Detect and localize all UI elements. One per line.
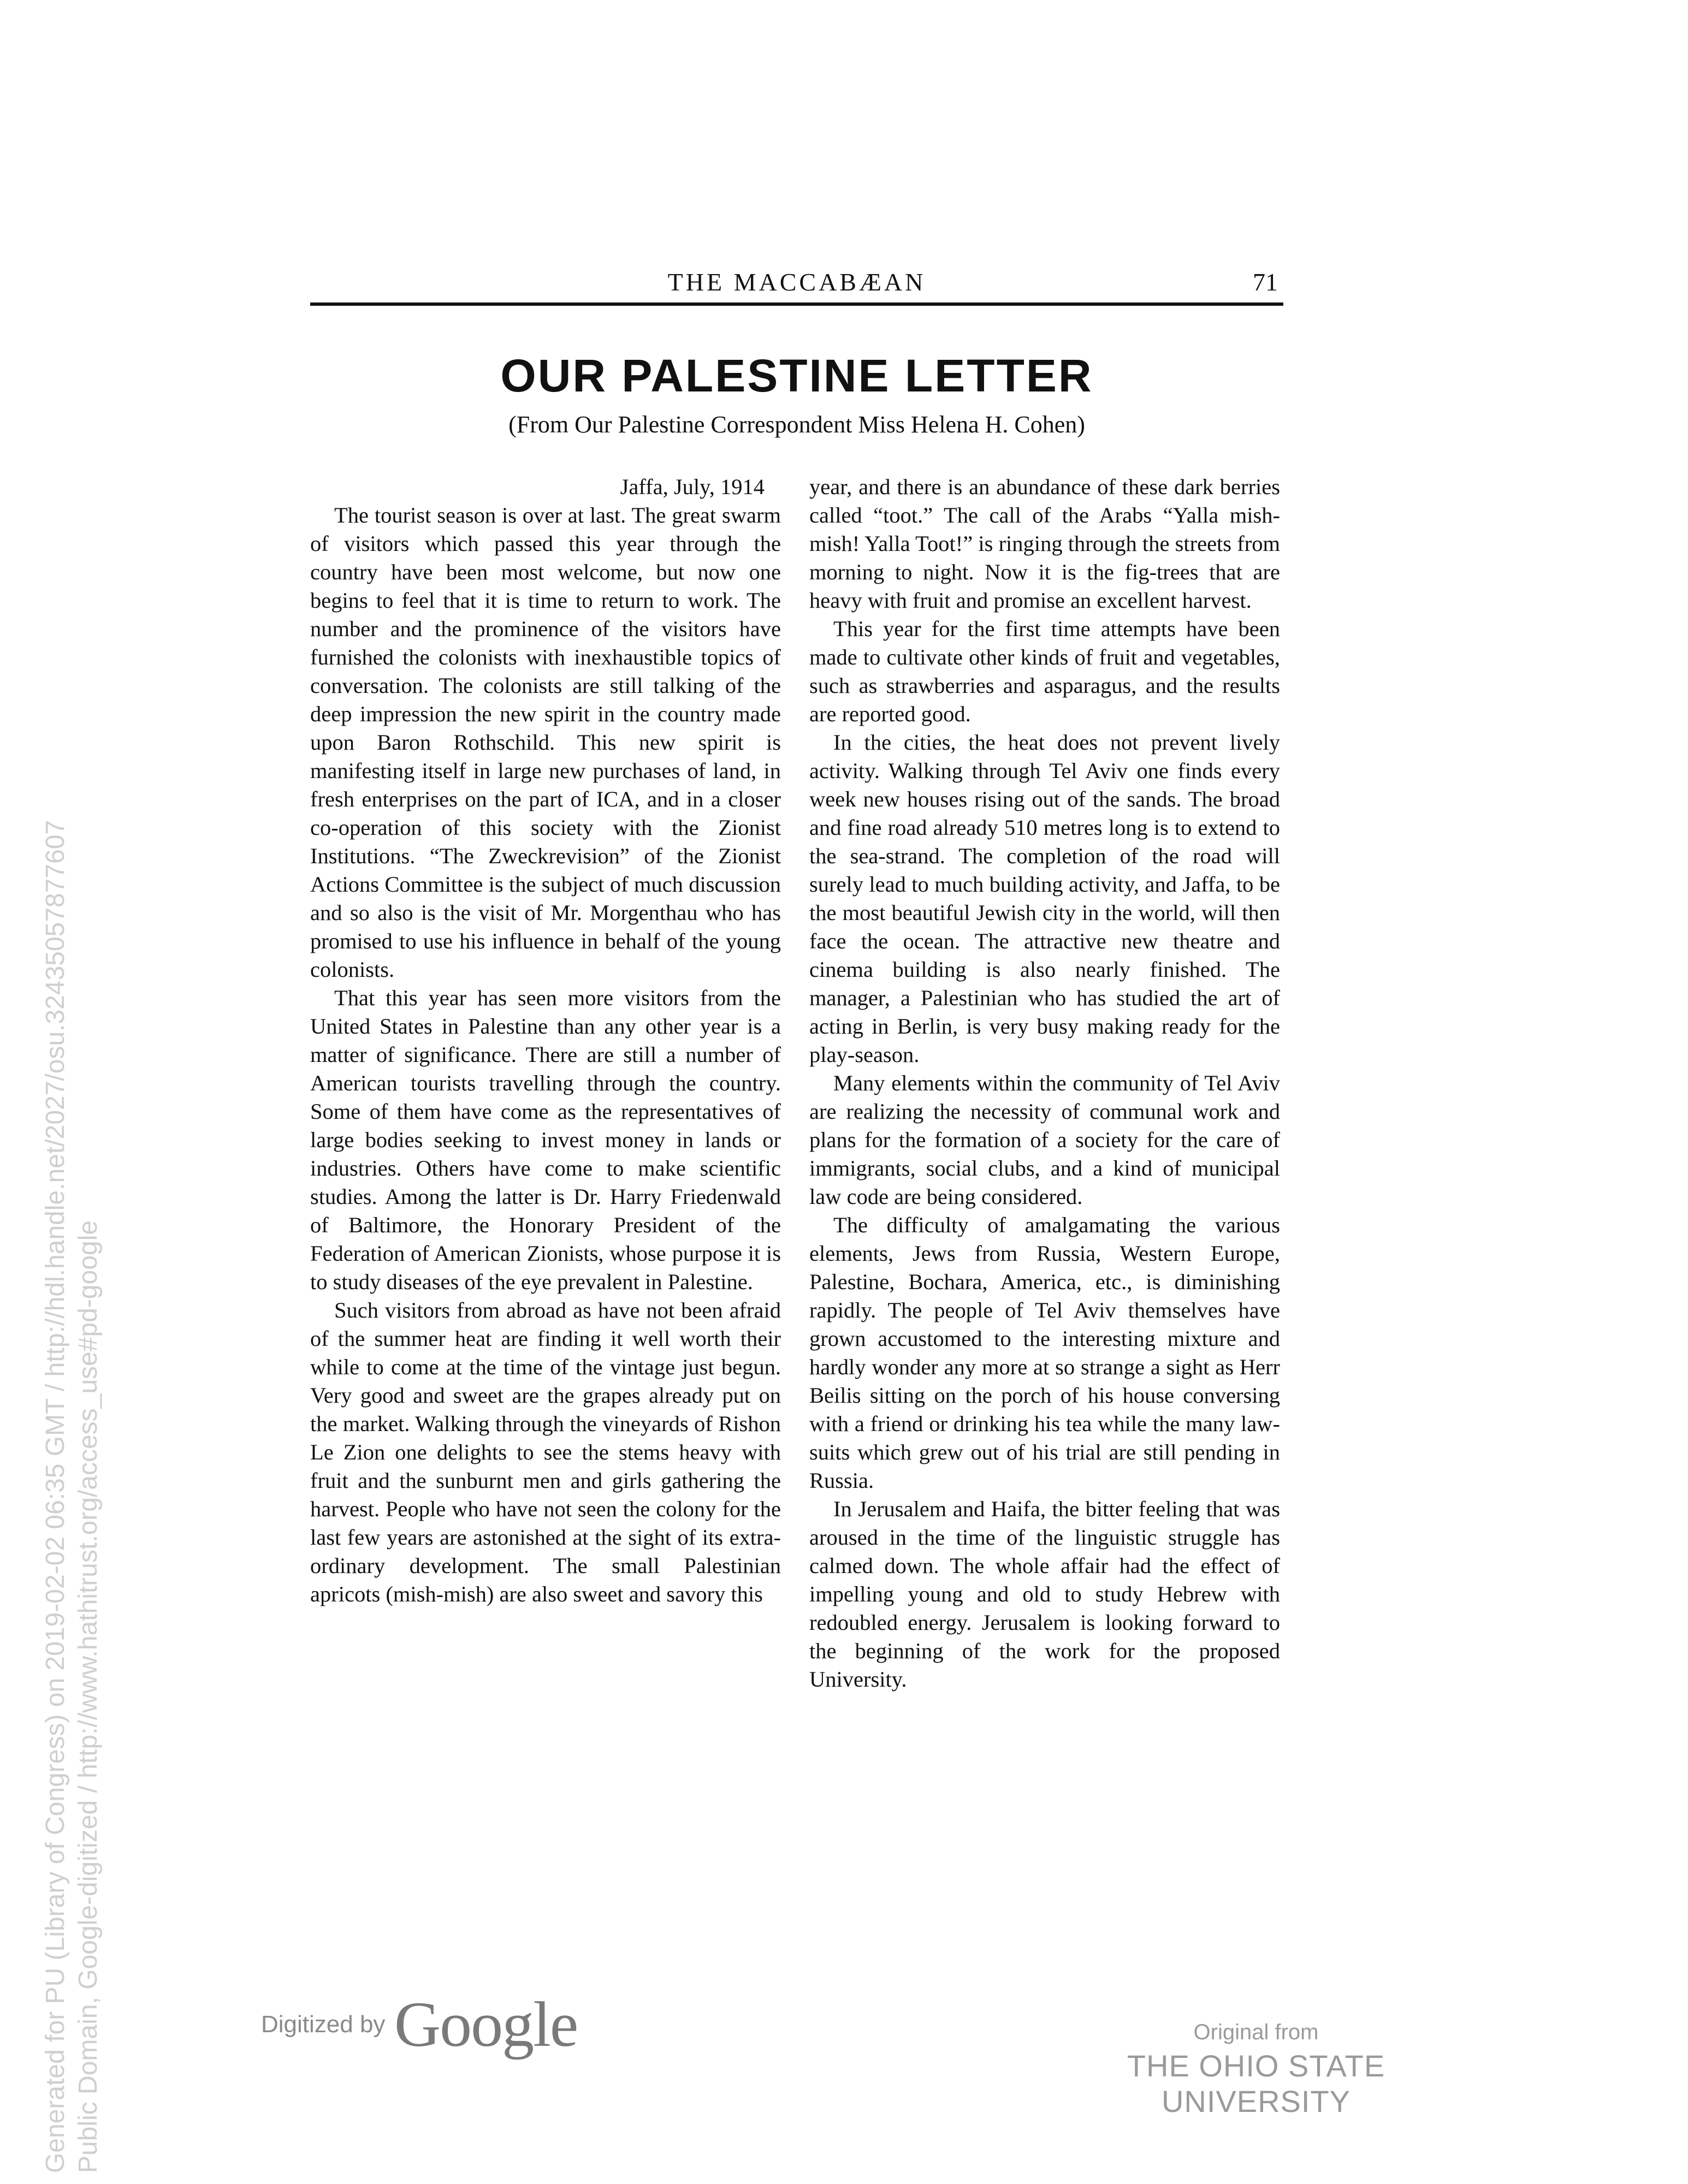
google-logo: Google xyxy=(394,1989,578,2060)
running-title: THE MACCABÆAN xyxy=(667,268,926,296)
paragraph-continued: year, and there is an abundance of these dark berries called “toot.” The call of the Arabs “Yalla mish-mish! Yalla Toot!” is ringing through the streets from morning to night. Now it is the fig-trees that are heavy with fruit and promise an excellent harvest. xyxy=(809,474,1280,613)
article-byline: (From Our Palestine Correspondent Miss Helena H. Cohen) xyxy=(508,411,1085,438)
paragraph: In the cities, the heat does not prevent lively activity. Walking through Tel Aviv one finds every week new houses rising out of the sands. The broad and fine road already 510 metres long is to extend to the sea-strand. The completion of the road will surely lead to much building activity, and Jaffa, to be the most beautiful Jewish city in the world, will then face the ocean. The attractive new theatre and cinema building is also nearly finished. The manager, a Palestinian who has studied the art of acting in Berlin, is very busy making ready for the play-season. xyxy=(809,730,1280,1067)
original-from xyxy=(1065,2020,1447,2119)
hathitrust-watermark xyxy=(0,0,186,2184)
paragraph: This year for the first time attempts have been made to cultivate other kinds of fruit and vegetables, such as strawberries and asparagus, and the results are reported good. xyxy=(809,616,1280,726)
paragraph: Many elements within the community of Tel Aviv are realizing the necessity of communal work and plans for the formation of a society for the care of immigrants, social clubs, and a kind of municipal law code are being considered. xyxy=(809,1071,1280,1209)
paragraph: In Jerusalem and Haifa, the bitter feeling that was aroused in the time of the linguistic struggle has calmed down. The whole affair had the effect of impelling young and old to study Hebrew with redoubled energy. Jerusalem is looking forward to the beginning of the work for the proposed University. xyxy=(809,1497,1280,1692)
original-from-label: Original from xyxy=(1193,2020,1319,2044)
article-title: OUR PALESTINE LETTER xyxy=(500,350,1093,401)
paragraph: The tourist season is over at last. The great swarm of visitors which passed this year through the country have been most welcome, but now one begins to feel that it is time to return to work. The number and the prominence of the visitors have furnished the colonists with inexhaustible topics of conversation. The colonists are still talking of the deep impression the new spirit in the country made upon Baron Rothschild. This new spirit is manifesting itself in large new purchases of land, in fresh enterprises on the part of ICA, and in a closer co-operation of this society with the Zionist Institutions. “The Zweckrevision” of the Zionist Actions Committee is the subject of much discussion and so also is the visit of Mr. Morgenthau who has promised to use his influence in behalf of the young colonists. xyxy=(310,503,781,982)
right-column xyxy=(809,473,1280,1694)
paragraph: That this year has seen more visitors from the United States in Palestine than any other year is a matter of significance. There are still a number of American tourists travelling through the country. Some of them have come as the representatives of large bodies seeking to invest money in lands or industries. Others have come to make scientific studies. Among the latter is Dr. Harry Friedenwald of Baltimore, the Honorary President of the Federation of American Zionists, whose purpose it is to study diseases of the eye prevalent in Palestine. xyxy=(310,986,781,1294)
header-rule xyxy=(310,302,1283,306)
paragraph: The difficulty of amalgamating the various elements, Jews from Russia, Western Europe, Palestine, Bochara, America, etc., is diminishing rapidly. The people of Tel Aviv themselves have grown accustomed to the interesting mixture and hardly wonder any more at so strange a sight as Herr Beilis sitting on the porch of his house conversing with a friend or drinking his tea while the many law-suits which grew out of his trial are still pending in Russia. xyxy=(809,1213,1280,1493)
paragraph: Such visitors from abroad as have not been afraid of the summer heat are finding it well worth their while to come at the time of the vintage just begun. Very good and sweet are the grapes already put on the market. Walking through the vineyards of Rishon Le Zion one delights to see the stems heavy with fruit and the sunburnt men and girls gathering the harvest. People who have not seen the colony for the last few years are astonished at the sight of its extra-ordinary development. The small Palestinian apricots (mish-mish) are also sweet and savory this xyxy=(310,1298,781,1606)
watermark-generated-line: Generated for PU (Library of Congress) on 2019-02-02 06:35 GMT / http://hdl.handle.net/2027/osu.32435057877607 xyxy=(41,820,70,2173)
left-column xyxy=(310,473,781,1609)
page-header xyxy=(310,268,1283,307)
dateline: Jaffa, July, 1914 xyxy=(620,474,765,499)
institution-name: THE OHIO STATE UNIVERSITY xyxy=(1127,2049,1385,2118)
digitized-by-google xyxy=(261,1987,577,2064)
watermark-public-domain-line: Public Domain, Google-digitized / http://www.hathitrust.org/access_use#pd-google xyxy=(74,1220,103,2173)
digitized-by-label: Digitized by xyxy=(261,2011,386,2038)
page-number: 71 xyxy=(1253,268,1278,296)
